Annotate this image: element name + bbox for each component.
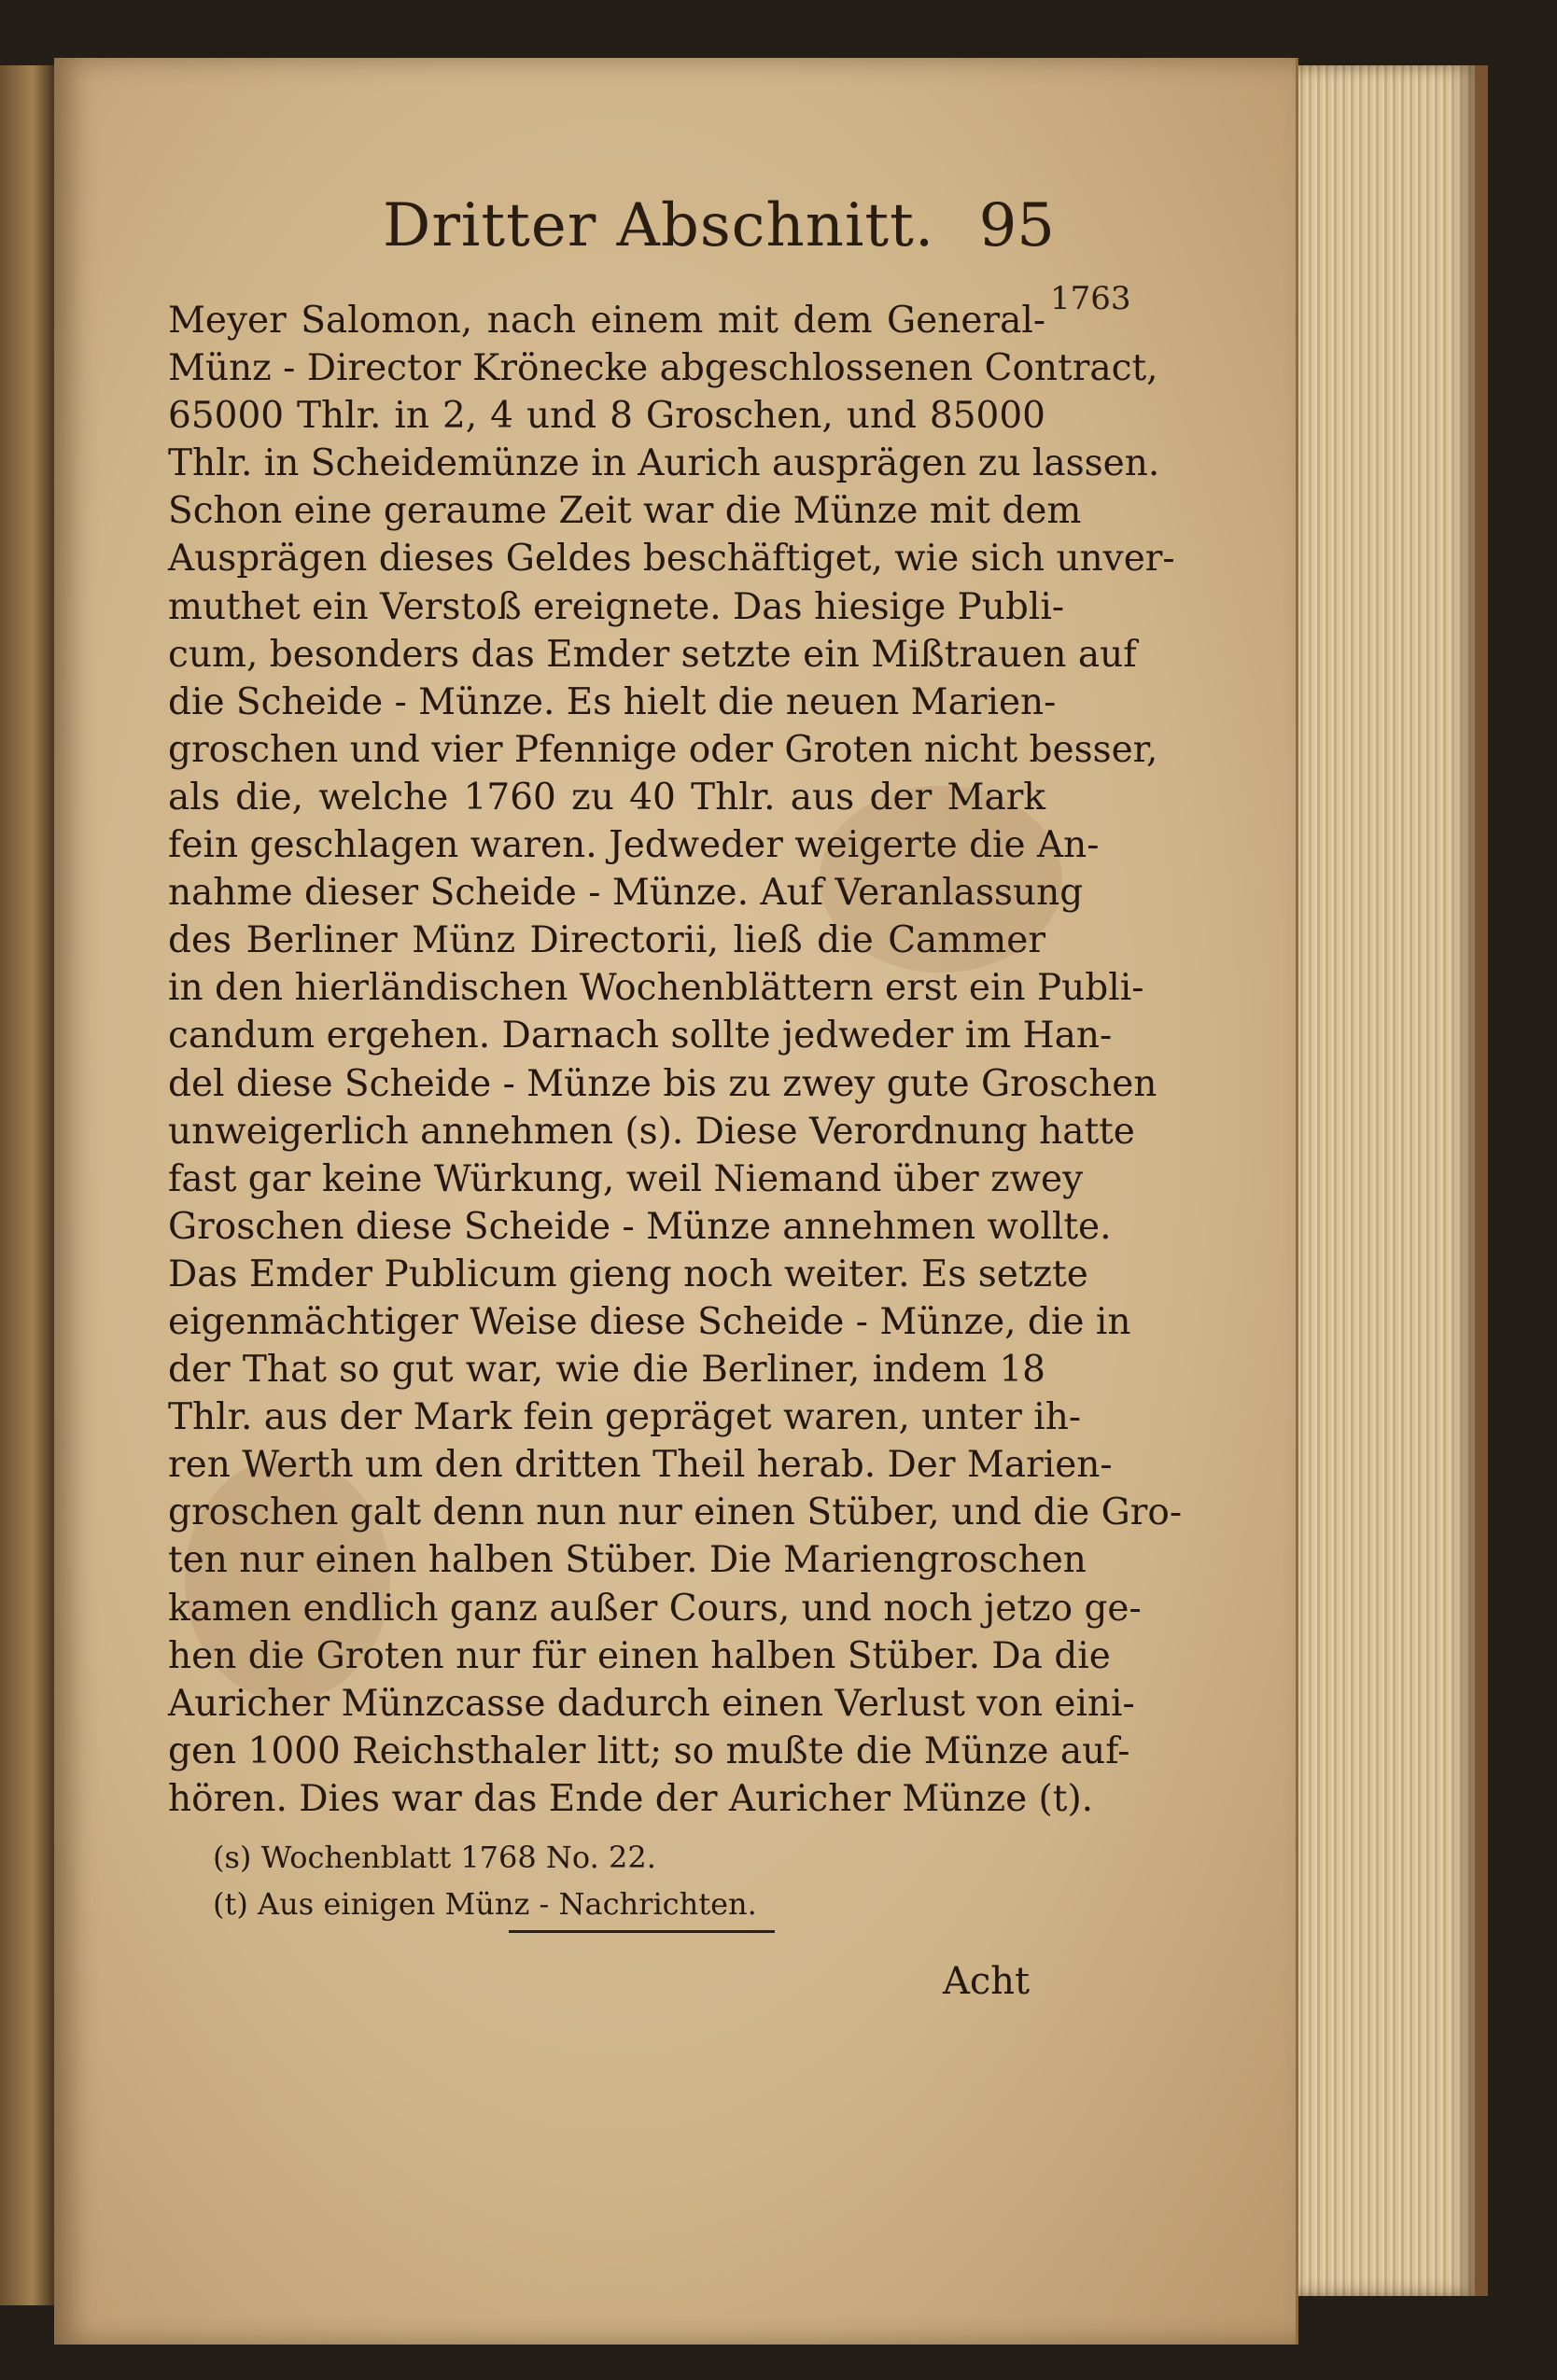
text-line: die Scheide - Münze. Es hielt die neuen Marien- xyxy=(168,680,1057,723)
facing-page-edge xyxy=(0,65,54,2305)
text-line: Münz - Director Krönecke abgeschlossenen Contract, xyxy=(168,347,1158,390)
text-line: Schon eine geraume Zeit war die Münze mit dem xyxy=(168,490,1082,533)
text-line: 65000 Thlr. in 2, 4 und 8 Groschen, und 85000 xyxy=(168,395,1045,438)
footnote-rule xyxy=(509,1930,775,1933)
text-line: hen die Groten nur für einen halben Stüber. Da die xyxy=(168,1634,1111,1677)
text-line: nahme dieser Scheide - Münze. Auf Veranlassung xyxy=(168,872,1084,915)
page-block-edges xyxy=(1296,65,1488,2296)
text-line: candum ergehen. Darnach sollte jedweder im Han- xyxy=(168,1015,1113,1057)
text-line: eigenmächtiger Weise diese Scheide - Münze, die in xyxy=(168,1300,1131,1343)
catchword: Acht xyxy=(943,1960,1031,2003)
text-line: Auricher Münzcasse dadurch einen Verlust von eini- xyxy=(168,1682,1135,1725)
text-line: der That so gut war, wie die Berliner, indem 18 xyxy=(168,1349,1045,1392)
text-line: hören. Dies war das Ende der Auricher Münze (t). xyxy=(168,1777,1094,1820)
text-line: muthet ein Verstoß ereignete. Das hiesige Publi- xyxy=(168,585,1064,628)
text-line: ren Werth um den dritten Theil herab. Der Marien- xyxy=(168,1444,1113,1487)
text-line: in den hierländischen Wochenblättern erst ein Publi- xyxy=(168,967,1144,1010)
text-line: Thlr. aus der Mark fein gepräget waren, unter ih- xyxy=(168,1396,1082,1439)
text-line: cum, besonders das Emder setzte ein Mißtrauen auf xyxy=(168,633,1137,676)
text-line: ten nur einen halben Stüber. Die Mariengroschen xyxy=(168,1539,1087,1582)
text-line: fein geschlagen waren. Jedweder weigerte die An- xyxy=(168,824,1100,867)
text-line: groschen und vier Pfennige oder Groten nicht besser, xyxy=(168,728,1158,771)
text-line: unweigerlich annehmen (s). Diese Verordnung hatte xyxy=(168,1110,1135,1153)
text-line: fast gar keine Würkung, weil Niemand über zwey xyxy=(168,1157,1084,1200)
text-line: Meyer Salomon, nach einem mit dem General- xyxy=(168,300,1045,342)
footnote-s: (s) Wochenblatt 1768 No. 22. xyxy=(213,1840,656,1875)
running-head: Dritter Abschnitt. xyxy=(383,191,935,260)
text-line: groschen galt denn nun nur einen Stüber, und die Gro- xyxy=(168,1491,1183,1534)
text-line: gen 1000 Reichsthaler litt; so mußte die Münze auf- xyxy=(168,1729,1130,1772)
marginal-year: 1763 xyxy=(1050,280,1131,317)
text-line: Ausprägen dieses Geldes beschäftiget, wie sich unver- xyxy=(168,538,1175,581)
text-line: des Berliner Münz Directorii, ließ die Cammer xyxy=(168,919,1045,962)
text-line: kamen endlich ganz außer Cours, und noch jetzo ge- xyxy=(168,1587,1142,1630)
running-header xyxy=(383,191,1055,266)
text-line: Das Emder Publicum gieng noch weiter. Es setzte xyxy=(168,1253,1088,1295)
text-line: del diese Scheide - Münze bis zu zwey gute Groschen xyxy=(168,1062,1157,1105)
footnotes xyxy=(213,1834,1053,1927)
page-number: 95 xyxy=(978,191,1055,260)
footnote-t: (t) Aus einigen Münz - Nachrichten. xyxy=(213,1886,757,1922)
text-line: Groschen diese Scheide - Münze annehmen wollte. xyxy=(168,1205,1112,1248)
text-line: als die, welche 1760 zu 40 Thlr. aus der Mark xyxy=(168,776,1045,819)
text-line: Thlr. in Scheidemünze in Aurich ausprägen zu lassen. xyxy=(168,442,1160,485)
